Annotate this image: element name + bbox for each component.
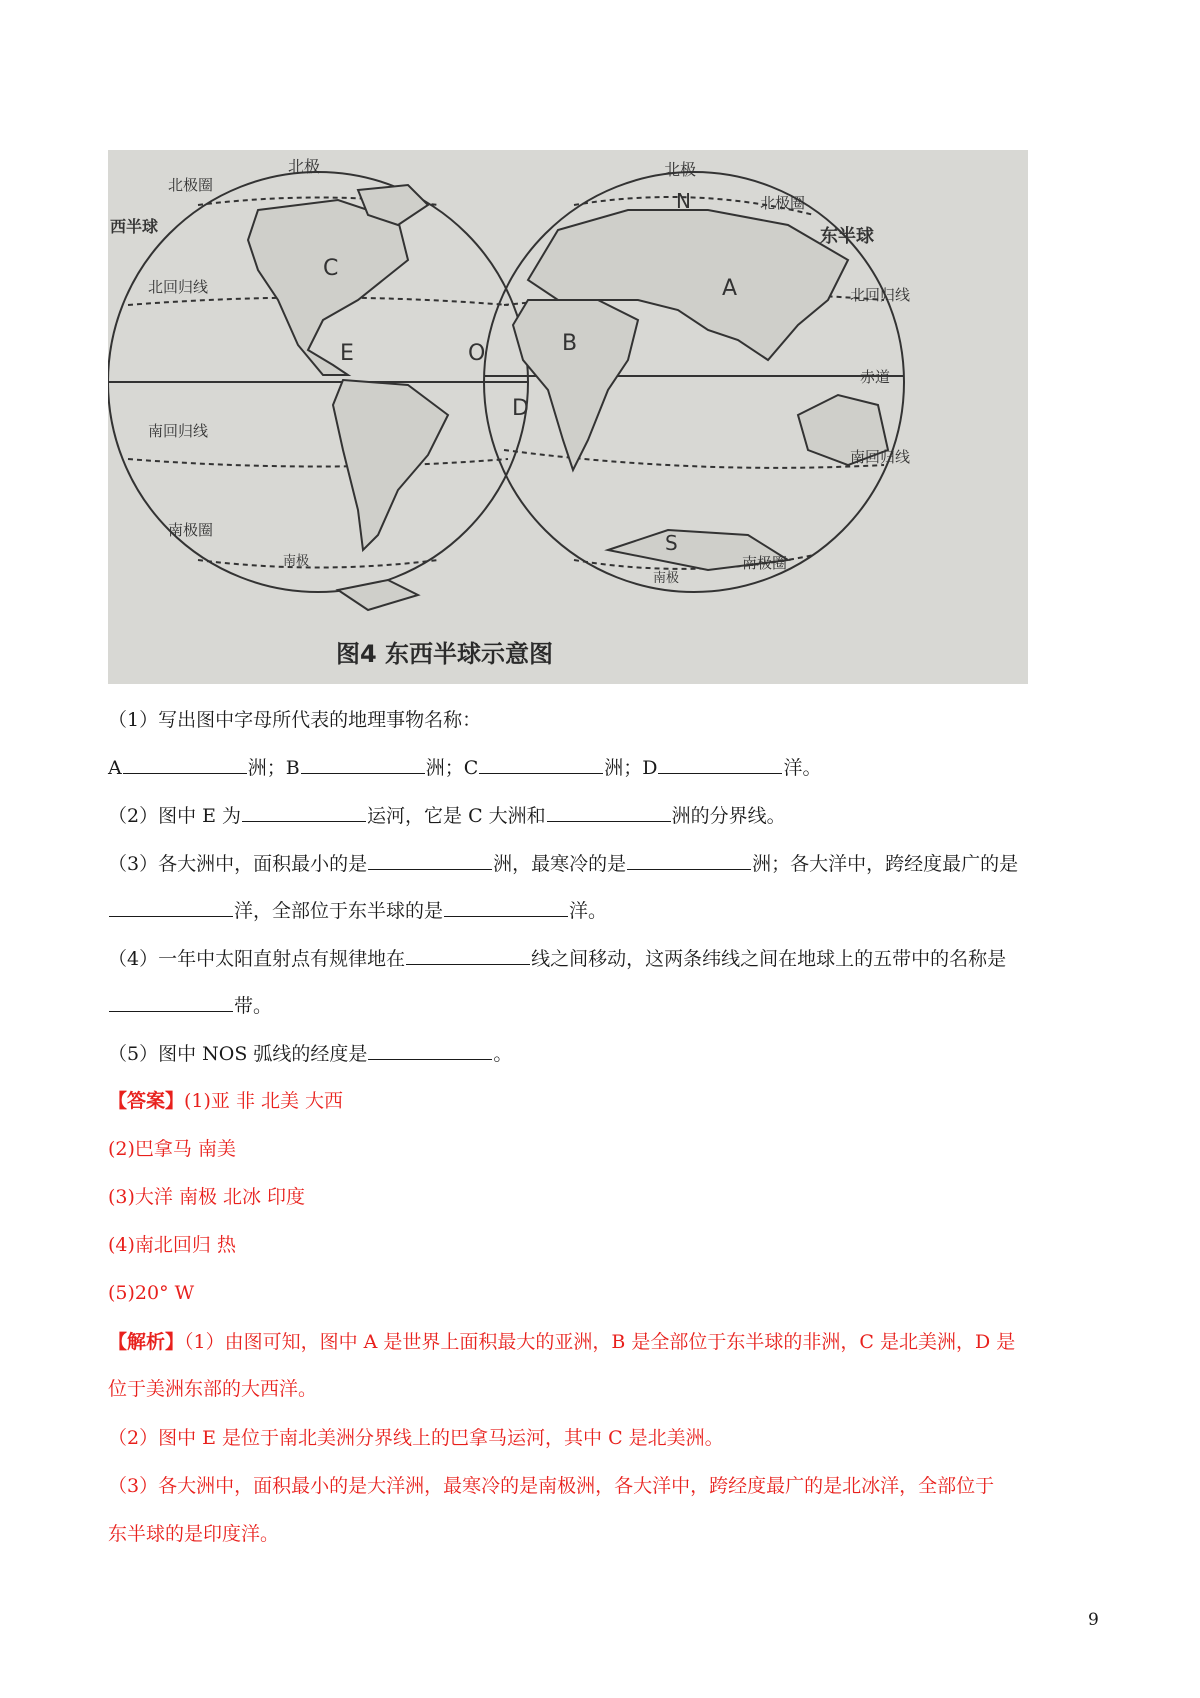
q3-prefix: （3）各大洲中，面积最小的是 — [108, 853, 368, 875]
figure-caption: 图4 东西半球示意图 — [336, 640, 554, 668]
label-arctic-circle-west: 北极圈 — [168, 176, 214, 194]
q4-suffix: 线之间移动，这两条纬线之间在地球上的五带中的名称是 — [531, 948, 1007, 970]
blank-q5[interactable] — [368, 1041, 492, 1060]
q3-line2-middle: 洋，全部位于东半球的是 — [234, 900, 444, 922]
answer-3: (3)大洋 南极 北冰 印度 — [108, 1186, 306, 1208]
label-tropic-capricorn-west: 南回归线 — [148, 422, 209, 440]
letter-s: S — [665, 531, 678, 555]
letter-o: O — [468, 341, 486, 366]
label-antarctic-circle-east: 南极圈 — [742, 554, 788, 572]
letter-a: A — [722, 276, 738, 301]
q5-suffix: 。 — [493, 1043, 513, 1065]
q4-line2-suffix: 带。 — [234, 995, 273, 1017]
label-arctic-circle-east: 北极圈 — [760, 194, 806, 212]
q1-a-suffix: 洲；B — [247, 757, 300, 779]
question-4-line-2 — [108, 993, 272, 1018]
answer-line-2 — [108, 1137, 236, 1161]
label-tropic-cancer-east: 北回归线 — [850, 286, 911, 304]
letter-n: N — [676, 189, 691, 213]
q1-c-suffix: 洲；D — [604, 757, 658, 779]
label-equator-east: 赤道 — [860, 368, 891, 386]
answer-label: 【答案】 — [108, 1090, 185, 1112]
q4-prefix: （4）一年中太阳直射点有规律地在 — [108, 948, 406, 970]
answer-1: (1)亚 非 北美 大西 — [184, 1090, 344, 1112]
question-2 — [108, 803, 786, 828]
blank-q3-2[interactable] — [627, 851, 751, 870]
analysis-p2: （2）图中 E 是位于南北美洲分界线上的巴拿马运河，其中 C 是北美洲。 — [108, 1427, 724, 1449]
question-1-blanks — [108, 755, 822, 780]
answer-4: (4)南北回归 热 — [108, 1234, 236, 1256]
blank-q2-2[interactable] — [547, 803, 671, 822]
hemisphere-map-figure — [108, 150, 1028, 684]
blank-d[interactable] — [658, 755, 782, 774]
answer-line-5 — [108, 1281, 194, 1305]
question-4-line-1 — [108, 946, 1006, 971]
blank-b[interactable] — [301, 755, 425, 774]
analysis-line-2 — [108, 1377, 317, 1401]
question-3-line-1 — [108, 851, 1018, 876]
analysis-label: 【解析】 — [108, 1331, 185, 1353]
blank-q3-1[interactable] — [368, 851, 492, 870]
analysis-line-3 — [108, 1426, 724, 1450]
label-antarctic-circle-west: 南极圈 — [168, 521, 214, 539]
analysis-p1-line2: 位于美洲东部的大西洋。 — [108, 1378, 318, 1400]
label-south-pole-east: 南极 — [653, 571, 680, 586]
label-south-pole-west: 南极 — [283, 554, 310, 569]
question-1 — [108, 708, 481, 732]
q5-prefix: （5）图中 NOS 弧线的经度是 — [108, 1043, 368, 1065]
blank-q2-1[interactable] — [242, 803, 366, 822]
question-1-text: （1）写出图中字母所代表的地理事物名称： — [108, 709, 482, 731]
letter-c: C — [323, 256, 339, 281]
blank-q3-4[interactable] — [444, 898, 568, 917]
blank-q4-1[interactable] — [406, 946, 530, 965]
label-west-hemisphere: 西半球 — [110, 217, 159, 236]
q3-line2-suffix: 洋。 — [569, 900, 608, 922]
q3-middle-2: 洲；各大洋中，跨经度最广的是 — [752, 853, 1019, 875]
letter-b: B — [562, 331, 578, 356]
q1-d-suffix: 洋。 — [783, 757, 822, 779]
blank-a[interactable] — [123, 755, 247, 774]
analysis-p3-line1: （3）各大洲中，面积最小的是大洋洲，最寒冷的是南极洲，各大洋中，跨经度最广的是北冰洋，全部位于 — [108, 1475, 995, 1497]
q2-suffix: 洲的分界线。 — [671, 805, 786, 827]
answer-line-1 — [108, 1089, 343, 1113]
label-north-pole-west: 北极 — [288, 157, 321, 176]
page-number: 9 — [1088, 1610, 1099, 1630]
answer-line-3 — [108, 1185, 305, 1209]
answer-5: (5)20° W — [108, 1282, 195, 1304]
hemisphere-map — [108, 150, 1028, 684]
answer-line-4 — [108, 1233, 236, 1257]
q2-middle: 运河，它是 C 大洲和 — [367, 805, 546, 827]
blank-q4-2[interactable] — [109, 993, 233, 1012]
analysis-p3-line2: 东半球的是印度洋。 — [108, 1523, 280, 1545]
analysis-p1-line1: （1）由图可知，图中 A 是世界上面积最大的亚洲，B 是全部位于东半球的非洲，C 是北美洲，D 是 — [184, 1331, 1016, 1353]
q1-b-suffix: 洲；C — [425, 757, 479, 779]
letter-d: D — [512, 396, 529, 421]
label-north-pole-east: 北极 — [664, 160, 697, 179]
q2-prefix: （2）图中 E 为 — [108, 805, 242, 827]
question-3-line-2 — [108, 898, 607, 923]
blank-q3-3[interactable] — [109, 898, 233, 917]
question-5 — [108, 1041, 512, 1066]
answer-2: (2)巴拿马 南美 — [108, 1138, 236, 1160]
label-tropic-capricorn-east: 南回归线 — [850, 448, 911, 466]
analysis-line-4 — [108, 1474, 994, 1498]
letter-e: E — [340, 341, 354, 366]
analysis-line-1 — [108, 1330, 1015, 1354]
q3-middle-1: 洲，最寒冷的是 — [493, 853, 627, 875]
blank-c[interactable] — [479, 755, 603, 774]
q1-a-prefix: A — [108, 757, 122, 779]
label-east-hemisphere: 东半球 — [820, 226, 874, 247]
analysis-line-5 — [108, 1522, 279, 1546]
label-tropic-cancer-west: 北回归线 — [148, 278, 209, 296]
